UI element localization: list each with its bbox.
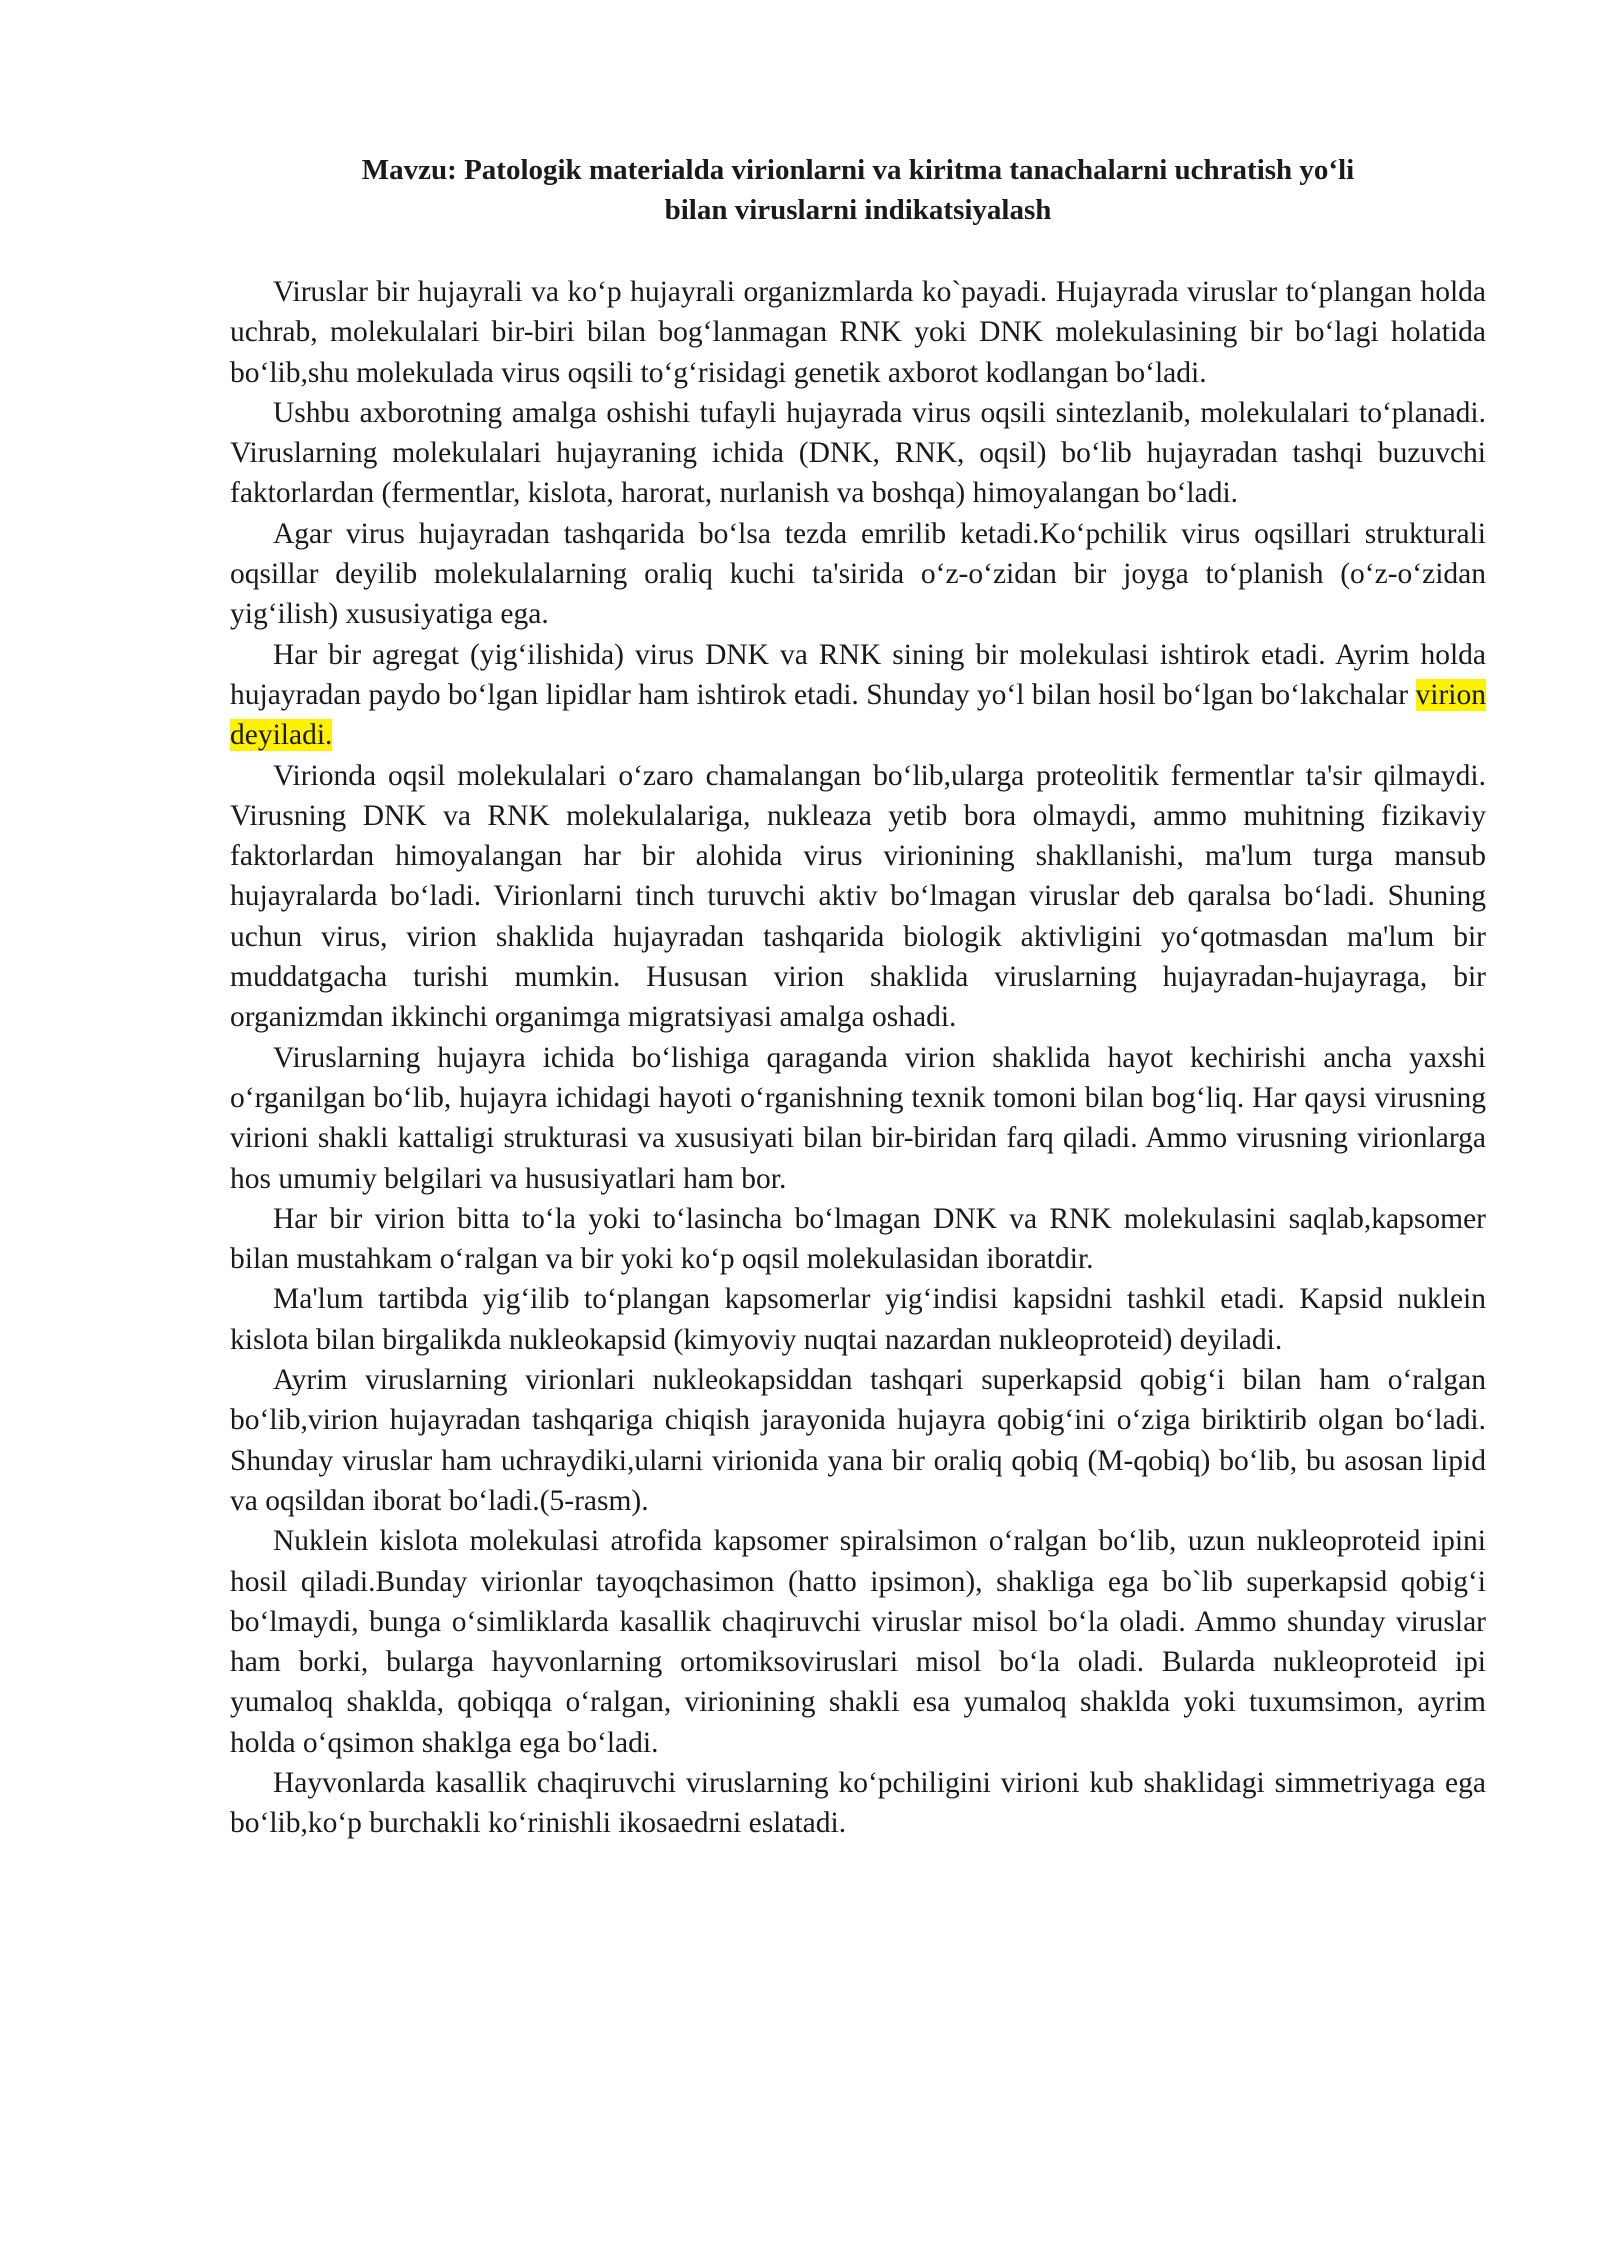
paragraph-text: Viruslarning hujayra ichida bo‘lishiga qaraganda virion shaklida hayot kechirishi ancha yaxshi o‘rganilgan bo‘lib, hujayra ichidagi hayoti o‘rganishning texnik tomoni bilan bog‘liq. Har qaysi virusning virioni shakli kattaligi strukturasi va xususiyati bilan bir-biridan farq qiladi. Ammo virusning virionlarga hos umumiy belgilari va hususiyatlari ham bor. [230, 1041, 1486, 1195]
document-title [228, 150, 1488, 230]
paragraph-text: Virionda oqsil molekulalari o‘zaro chamalangan bo‘lib,ularga proteolitik fermentlar ta'sir qilmaydi. Virusning DNK va RNK molekulalariga, nukleaza yetib bora olmaydi, ammo muhitning fizikaviy faktorlardan himoyalangan har bir alohida virus virionining shakllanishi, ma'lum turga mansub hujayralarda bo‘ladi. Virionlarni tinch turuvchi aktiv bo‘lmagan viruslar deb qaralsa bo‘ladi. Shuning uchun virus, virion shaklida hujayradan tashqarida biologik aktivligini yo‘qotmasdan ma'lum bir muddatgacha turishi mumkin. Hususan virion shaklida viruslarning hujayradan-hujayraga, bir organizmdan ikkinchi organimga migratsiyasi amalga oshadi. [230, 759, 1486, 1034]
paragraph-3 [230, 514, 1486, 635]
paragraph-11 [230, 1763, 1486, 1844]
paragraph-text: Har bir agregat (yig‘ilishida) virus DNK va RNK sining bir molekulasi ishtirok etadi. Ayrim holda hujayradan paydo bo‘lgan lipidlar ham ishtirok etadi. Shunday yo‘l bilan hosil bo‘lgan bo‘lakchalar [230, 638, 1486, 711]
title-line-1: Mavzu: Patologik materialda virionlarni va kiritma tanachalarni uchratish yo‘li [361, 154, 1355, 186]
paragraph-text: Hayvonlarda kasallik chaqiruvchi viruslarning ko‘pchiligini virioni kub shaklidagi simmetriyaga ega bo‘lib,ko‘p burchakli ko‘rinishli ikosaedrni eslatadi. [230, 1766, 1486, 1840]
paragraph-text: Ushbu axborotning amalga oshishi tufayli hujayrada virus oqsili sintezlanib, molekulalari to‘planadi. Viruslarning molekulalari hujayraning ichida (DNK, RNK, oqsil) bo‘lib hujayradan tashqi buzuvchi faktorlardan (fermentlar, kislota, harorat, nurlanish va boshqa) himoyalangan bo‘ladi. [230, 396, 1486, 510]
highlighted-text: virion deyiladi. [230, 678, 1486, 752]
paragraph-text: Agar virus hujayradan tashqarida bo‘lsa tezda emrilib ketadi.Ko‘pchilik virus oqsillari strukturali oqsillar deyilib molekulalarning oraliq kuchi ta'sirida o‘z-o‘zidan bir joyga to‘planish (o‘z-o‘zidan yig‘ilish) xususiyatiga ega. [230, 517, 1486, 631]
paragraph-text: Ayrim viruslarning virionlari nukleokapsiddan tashqari superkapsid qobig‘i bilan ham o‘ralgan bo‘lib,virion hujayradan tashqariga chiqish jarayonida hujayra qobig‘ini o‘ziga biriktirib olgan bo‘ladi. Shunday viruslar ham uchraydiki,ularni virionida yana bir oraliq qobiq (M-qobiq) bo‘lib, bu asosan lipid va oqsildan iborat bo‘ladi.(5-rasm). [230, 1364, 1486, 1517]
paragraph-8 [230, 1279, 1486, 1360]
paragraph-text: Viruslar bir hujayrali va ko‘p hujayrali organizmlarda ko`payadi. Hujayrada viruslar to‘plangan holda uchrab, molekulalari bir-biri bilan bog‘lanmagan RNK yoki DNK molekulasining bir bo‘lagi holatida bo‘lib,shu molekulada virus oqsili to‘g‘risidagi genetik axborot kodlangan bo‘ladi. [230, 276, 1486, 389]
paragraph-text: Ma'lum tartibda yig‘ilib to‘plangan kapsomerlar yig‘indisi kapsidni tashkil etadi. Kapsid nuklein kislota bilan birgalikda nukleokapsid (kimyoviy nuqtai nazardan nukleoproteid) deyiladi. [230, 1283, 1486, 1356]
paragraph-5 [230, 756, 1486, 1038]
paragraph-2 [230, 393, 1486, 514]
paragraph-text: Har bir virion bitta to‘la yoki to‘lasincha bo‘lmagan DNK va RNK molekulasini saqlab,kapsomer bilan mustahkam o‘ralgan va bir yoki ko‘p oqsil molekulasidan iboratdir. [230, 1202, 1486, 1276]
paragraph-4 [230, 635, 1486, 756]
paragraph-9 [230, 1360, 1486, 1521]
paragraph-7 [230, 1199, 1486, 1280]
document-body [230, 272, 1486, 1844]
paragraph-text: Nuklein kislota molekulasi atrofida kapsomer spiralsimon o‘ralgan bo‘lib, uzun nukleoproteid ipini hosil qiladi.Bunday virionlar tayoqchasimon (hatto ipsimon), shakliga ega bo`lib superkapsid qobig‘i bo‘lmaydi, bunga o‘simliklarda kasallik chaqiruvchi viruslar misol bo‘la oladi. Ammo shunday viruslar ham borki, bularga hayvonlarning ortomiksoviruslari misol bo‘la oladi. Bularda nukleoproteid ipi yumaloq shaklda, qobiqqa o‘ralgan, virionining shakli esa yumaloq shaklda yoki tuxumsimon, ayrim holda o‘qsimon shaklga ega bo‘ladi. [230, 1525, 1486, 1759]
paragraph-6 [230, 1038, 1486, 1199]
paragraph-1 [230, 272, 1486, 393]
title-line-2: bilan viruslarni indikatsiyalash [664, 194, 1052, 226]
paragraph-10 [230, 1521, 1486, 1763]
